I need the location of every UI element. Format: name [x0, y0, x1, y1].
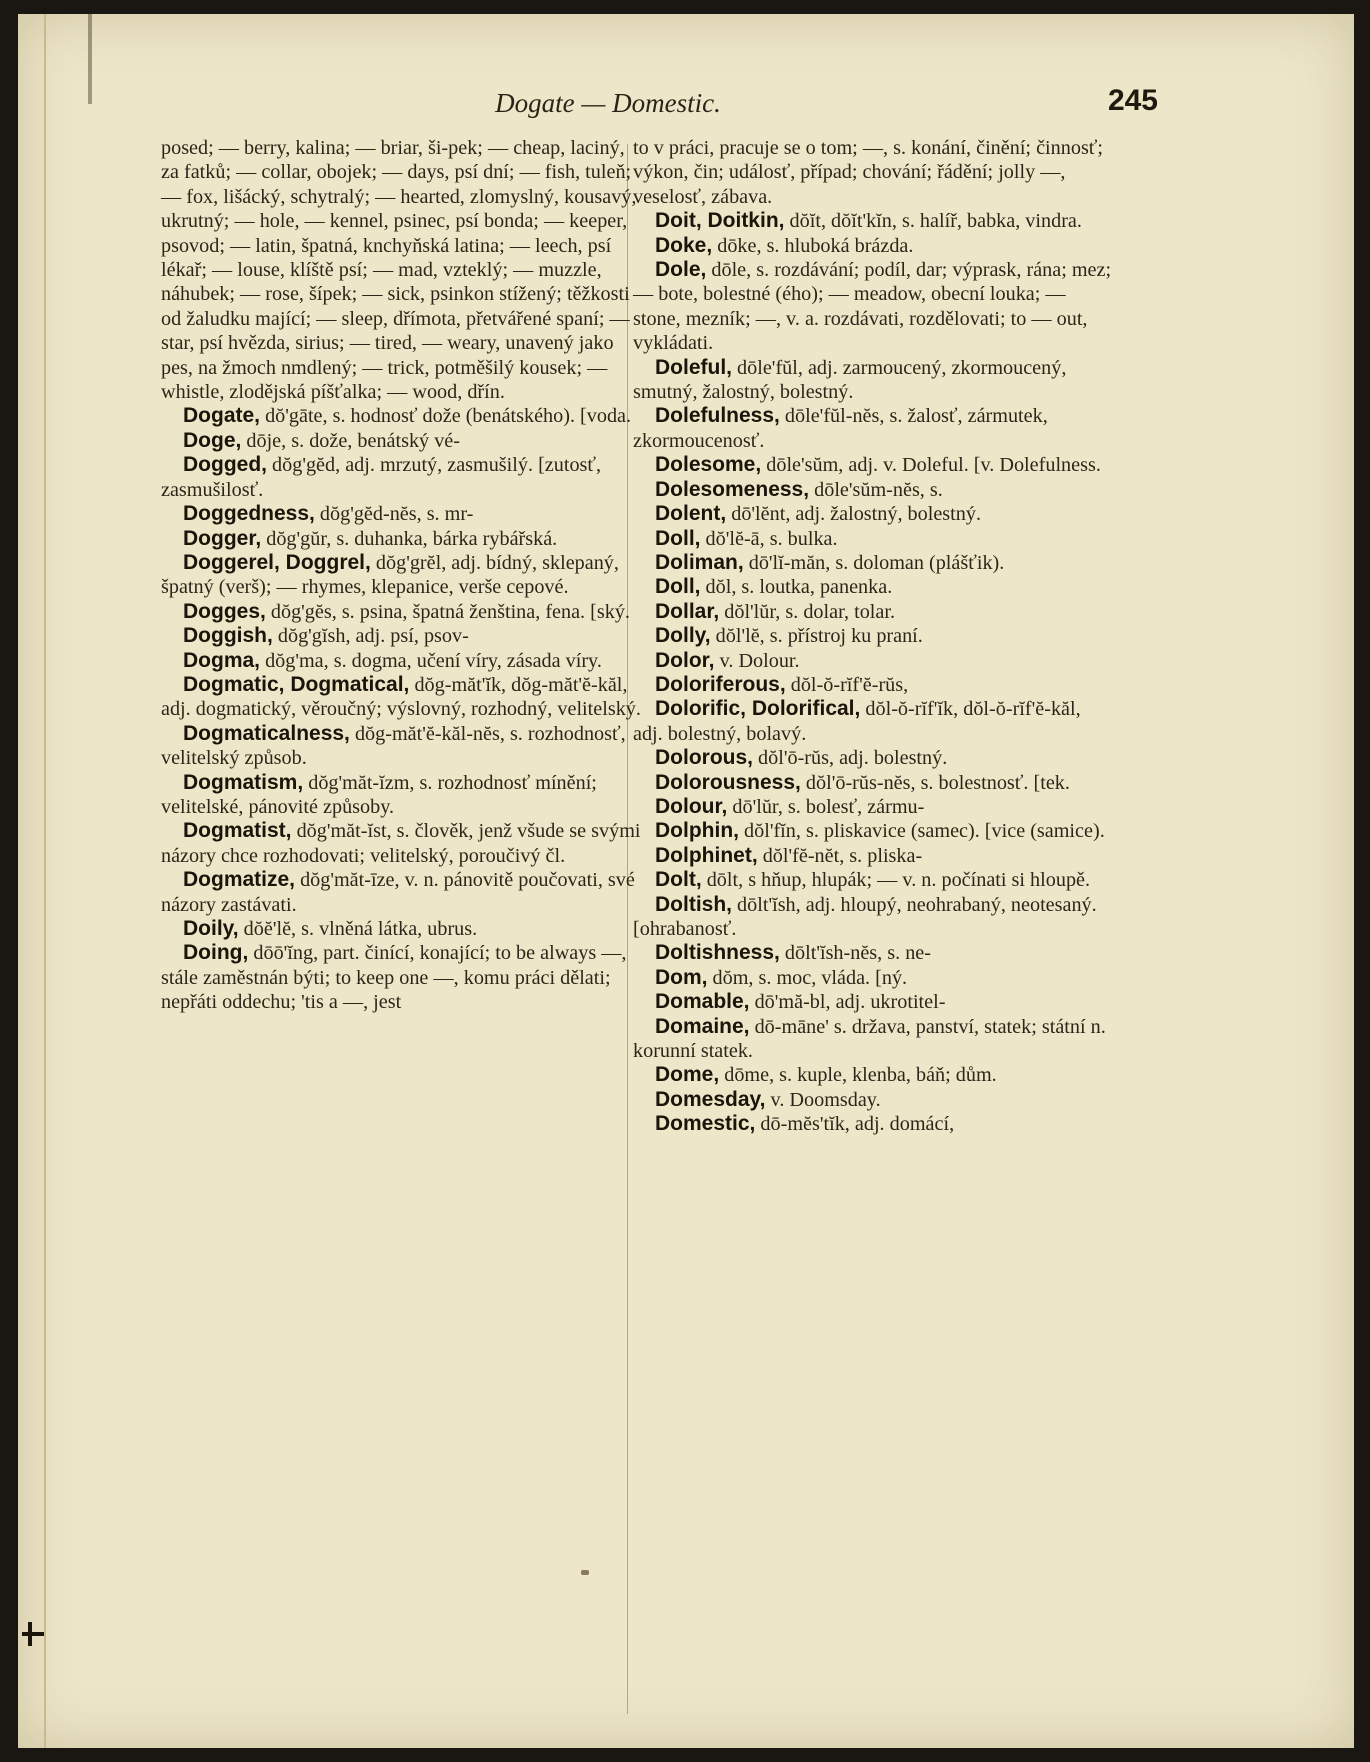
dictionary-entry [161, 868, 641, 917]
dictionary-entry [633, 136, 1113, 209]
dictionary-entry [633, 258, 1113, 356]
dictionary-entry [161, 649, 641, 673]
dictionary-entry [633, 649, 1113, 673]
entry-text: dŏg'ma, s. dogma, učení víry, zásada víry. [265, 649, 602, 672]
entry-text: posed; — berry, kalina; — briar, ši-pek; — cheap, laciný, za fatků; — collar, obojek; — days, psí dní; — fish, tuleň; — fox, lišácký, schytralý; — hearted, zlomyslný, kousavý, ukrutný; — hole, — kennel, psinec, psí bonda; — keeper, psovod; — latin, špatná, knchyňská latina; — leech, psí lékař; — louse, klíště psí; — mad, vzteklý; — muzzle, náhubek; — rose, šípek; — sick, psinkon stížený; těžkosti od žaludku mající; — sleep, dřímota, přetvářené spaní; — star, psí hvězda, sirius; — tired, — weary, unavený jako pes, na žmoch nmdlený; — trick, potměšilý kousek; — whistle, zlodějská píšťalka; — wood, dřín. [161, 137, 637, 404]
dictionary-entry [633, 673, 1113, 697]
dictionary-entry [633, 795, 1113, 819]
entry-headword: Doggedness, [183, 502, 315, 526]
entry-headword: Dolorousness, [655, 770, 801, 794]
entry-headword: Dogmatize, [183, 868, 296, 892]
page-number: 245 [1107, 84, 1158, 117]
entry-text: dōle'fŭl, adj. zarmoucený, zkormoucený, smutný, žalostný, bolestný. [633, 356, 1067, 404]
entry-headword: Dogger, [183, 526, 262, 550]
dictionary-entry [161, 502, 641, 526]
entry-text: dŏg'măt-ĭzm, s. rozhodnosť mínění; velitelské, pánovité způsoby. [161, 771, 597, 818]
entry-text: dŏl'lĕ, s. přístroj ku praní. [715, 625, 923, 648]
entry-text: dŏl-ŏ-rĭf'ĕ-rŭs, [790, 673, 909, 696]
entry-text: dōje, s. dože, benátský vé- [246, 429, 460, 452]
entry-headword: Dolor, [655, 648, 715, 672]
entry-headword: Doltish, [655, 892, 732, 916]
entry-text: dōlt, s hňup, hlupák; — v. n. počínati si hloupě. [706, 869, 1091, 892]
dictionary-entry [633, 209, 1113, 233]
entry-text: dŏg'gĕd-nĕs, s. mr- [319, 503, 474, 526]
dictionary-entry [633, 1088, 1113, 1112]
entry-text: dōke, s. hluboká brázda. [717, 234, 914, 257]
dictionary-entry [633, 234, 1113, 258]
entry-text: dō-māne' s. država, panství, statek; státní n. korunní statek. [633, 1015, 1106, 1063]
entry-headword: Dollar, [655, 599, 720, 623]
entry-headword: Domestic, [655, 1112, 756, 1136]
dictionary-entry [633, 527, 1113, 551]
entry-headword: Dolour, [655, 794, 728, 818]
entry-headword: Dogged, [183, 453, 267, 477]
dictionary-entry [161, 551, 641, 600]
dictionary-entry [161, 527, 641, 551]
entry-headword: Doge, [183, 428, 242, 452]
entry-text: dō'lĭ-măn, s. doloman (plášťik). [748, 551, 1005, 574]
dictionary-entry [633, 990, 1113, 1014]
entry-headword: Dolefulness, [655, 404, 780, 428]
entry-headword: Dolt, [655, 868, 702, 892]
entry-headword: Dom, [655, 965, 708, 989]
entry-text: dŏm, s. moc, vláda. [ný. [712, 966, 908, 989]
entry-text: dŏl, s. loutka, panenka. [705, 576, 893, 599]
entry-headword: Doggish, [183, 624, 273, 648]
entry-text: dŏ'lĕ-ā, s. bulka. [705, 527, 838, 550]
pin-mark-icon [18, 1616, 48, 1652]
dictionary-entry [161, 673, 641, 722]
entry-text: v. Dolour. [719, 649, 800, 672]
dictionary-entry [633, 1112, 1113, 1136]
dictionary-entry [633, 771, 1113, 795]
dictionary-entry [633, 844, 1113, 868]
entry-headword: Doll, [655, 526, 701, 550]
dictionary-entry [633, 356, 1113, 405]
entry-headword: Dogmaticalness, [183, 721, 350, 745]
dictionary-entry [633, 868, 1113, 892]
entry-headword: Dogmatist, [183, 819, 292, 843]
entry-text: dōle'sŭm-nĕs, s. [814, 478, 943, 501]
entry-text: dŏg-măt'ĭk, dŏg-măt'ĕ-kăl, adj. dogmatický, věroučný; výslovný, rozhodný, velitelský. [161, 673, 641, 721]
dictionary-entry [161, 624, 641, 648]
entry-text: dŏl'fĕ-nĕt, s. pliska- [762, 844, 923, 867]
entry-headword: Doll, [655, 575, 701, 599]
dictionary-page [18, 14, 1354, 1748]
entry-headword: Domable, [655, 990, 750, 1014]
dictionary-entry [161, 819, 641, 868]
entry-text: dōme, s. kuple, klenba, báň; dům. [724, 1064, 997, 1087]
entry-headword: Domaine, [655, 1014, 750, 1038]
entry-text: dŏg'gĕs, s. psina, špatná ženština, fena. [ský. [270, 600, 630, 623]
entry-text: dŏg'măt-īze, v. n. pánovitě poučovati, své názory zastávati. [161, 869, 635, 916]
entry-text: dō-mĕs'tĭk, adj. domácí, [760, 1113, 955, 1136]
entry-headword: Doltishness, [655, 941, 780, 965]
entry-headword: Dolent, [655, 502, 727, 526]
entry-headword: Dolorific, Dolorifical, [655, 697, 861, 721]
entry-text: to v práci, pracuje se o tom; —, s. konání, činění; činnosť; výkon, čin; událosť, případ; chování; řádění; jolly —, veselosť, zábava. [633, 137, 1104, 208]
entry-text: dōlt'ĭsh, adj. hloupý, neohrabaný, neotesaný. [ohrabanosť. [633, 893, 1097, 940]
dictionary-entry [161, 429, 641, 453]
dictionary-entry [633, 478, 1113, 502]
dictionary-entry [161, 600, 641, 624]
entry-text: dō'lĕnt, adj. žalostný, bolestný. [731, 503, 981, 526]
dictionary-entry [633, 502, 1113, 526]
entry-text: dōlt'ĭsh-nĕs, s. ne- [784, 942, 931, 965]
entry-text: dōle'sŭm, adj. v. Doleful. [v. Dolefulness. [766, 454, 1101, 477]
scan-smudge [88, 14, 92, 104]
dictionary-entry [633, 893, 1113, 942]
entry-text: dŏl'lŭr, s. dolar, tolar. [724, 600, 896, 623]
entry-text: dŏĭt, dŏĭt'kĭn, s. halíř, babka, vindra. [789, 210, 1082, 233]
entry-headword: Dolorous, [655, 746, 753, 770]
entry-text: dŏg'măt-ĭst, s. člověk, jenž všude se svými názory chce rozhodovati; velitelský, poroučivý čl. [161, 820, 641, 867]
dictionary-entry [633, 575, 1113, 599]
entry-text: dŏl-ŏ-rĭf'ĭk, dŏl-ŏ-rĭf'ĕ-kăl, adj. bolestný, bolavý. [633, 698, 1081, 745]
entry-headword: Doliman, [655, 550, 744, 574]
page-margin-line [44, 14, 46, 1748]
dictionary-entry [633, 1015, 1113, 1064]
dictionary-entry [633, 966, 1113, 990]
entry-text: dŏĕ'lĕ, s. vlněná látka, ubrus. [243, 918, 478, 940]
entry-headword: Dogges, [183, 599, 266, 623]
entry-headword: Dogmatism, [183, 770, 304, 794]
entry-text: dōō'ĭng, part. činící, konající; to be always —, stále zaměstnán býti; to keep one —, komu práci dělati; nepřáti oddechu; 'tis a —, jest [161, 942, 627, 1014]
entry-headword: Doloriferous, [655, 672, 786, 696]
entry-text: dōle'fŭl-nĕs, s. žalosť, zármutek, zkormoucenosť. [633, 405, 1048, 452]
dictionary-entry [633, 551, 1113, 575]
entry-text: dŏg'grĕl, adj. bídný, sklepaný, špatný (verš); — rhymes, klepanice, verše cepové. [161, 551, 619, 599]
entry-headword: Dolphinet, [655, 843, 758, 867]
ink-spot [581, 1570, 589, 1575]
dictionary-entry [633, 697, 1113, 746]
dictionary-entry [161, 136, 641, 404]
entry-headword: Dole, [655, 258, 707, 282]
entry-headword: Doit, Doitkin, [655, 209, 785, 233]
entry-headword: Doleful, [655, 355, 732, 379]
dictionary-entry [633, 819, 1113, 843]
entry-text: dŏg'gĭsh, adj. psí, psov- [277, 625, 469, 648]
running-head: Dogate — Domestic. [495, 88, 721, 118]
entry-headword: Dome, [655, 1063, 720, 1087]
entry-text: dō'mă-bl, adj. ukrotitel- [754, 991, 946, 1014]
dictionary-entry [161, 917, 641, 941]
entry-headword: Dogate, [183, 404, 261, 428]
entry-text: dŏg'gĕd, adj. mrzutý, zasmušilý. [zutosť, zasmušilosť. [161, 454, 602, 501]
entry-headword: Doggerel, Doggrel, [183, 550, 371, 574]
dictionary-entry [161, 722, 641, 771]
page-header [138, 84, 1158, 120]
entry-headword: Doing, [183, 941, 249, 965]
entry-headword: Dolesomeness, [655, 477, 810, 501]
entry-text: dŏl'ō-rŭs-nĕs, s. bolestnosť. [tek. [805, 771, 1070, 794]
entry-headword: Doily, [183, 917, 239, 940]
dictionary-entry [161, 453, 641, 502]
dictionary-entry [633, 1063, 1113, 1087]
entry-headword: Doke, [655, 233, 713, 257]
entry-headword: Dolphin, [655, 819, 739, 843]
entry-text: dō'lŭr, s. bolesť, zármu- [732, 795, 925, 818]
left-column [161, 136, 641, 1015]
entry-headword: Dolesome, [655, 453, 762, 477]
entry-text: dōle, s. rozdávání; podíl, dar; výprask, rána; mez; — bote, bolestné (ého); — meadow, obecní louka; — stone, mezník; —, v. a. rozdávati, rozdělovati; to — out, vykládati. [633, 259, 1112, 355]
entry-text: dŏl'fĭn, s. pliskavice (samec). [vice (samice). [744, 820, 1105, 843]
entry-headword: Dogma, [183, 648, 261, 672]
entry-headword: Dolly, [655, 624, 711, 648]
dictionary-entry [633, 941, 1113, 965]
entry-headword: Dogmatic, Dogmatical, [183, 672, 410, 696]
entry-text: dŏ'gāte, s. hodnosť dože (benátského). [voda. [265, 405, 632, 428]
dictionary-entry [633, 453, 1113, 477]
entry-text: dŏg-măt'ĕ-kăl-nĕs, s. rozhodnosť, velitelský způsob. [161, 722, 626, 770]
entry-headword: Domesday, [655, 1087, 766, 1111]
entry-text: dŏl'ō-rŭs, adj. bolestný. [758, 747, 948, 770]
dictionary-entry [633, 746, 1113, 770]
entry-text: dŏg'gŭr, s. duhanka, bárka rybářská. [266, 527, 558, 550]
dictionary-entry [633, 624, 1113, 648]
dictionary-entry [633, 404, 1113, 453]
dictionary-entry [161, 941, 641, 1014]
right-column [633, 136, 1113, 1137]
entry-text: v. Doomsday. [770, 1088, 881, 1111]
dictionary-entry [161, 404, 641, 428]
dictionary-entry [633, 600, 1113, 624]
dictionary-entry [161, 771, 641, 820]
